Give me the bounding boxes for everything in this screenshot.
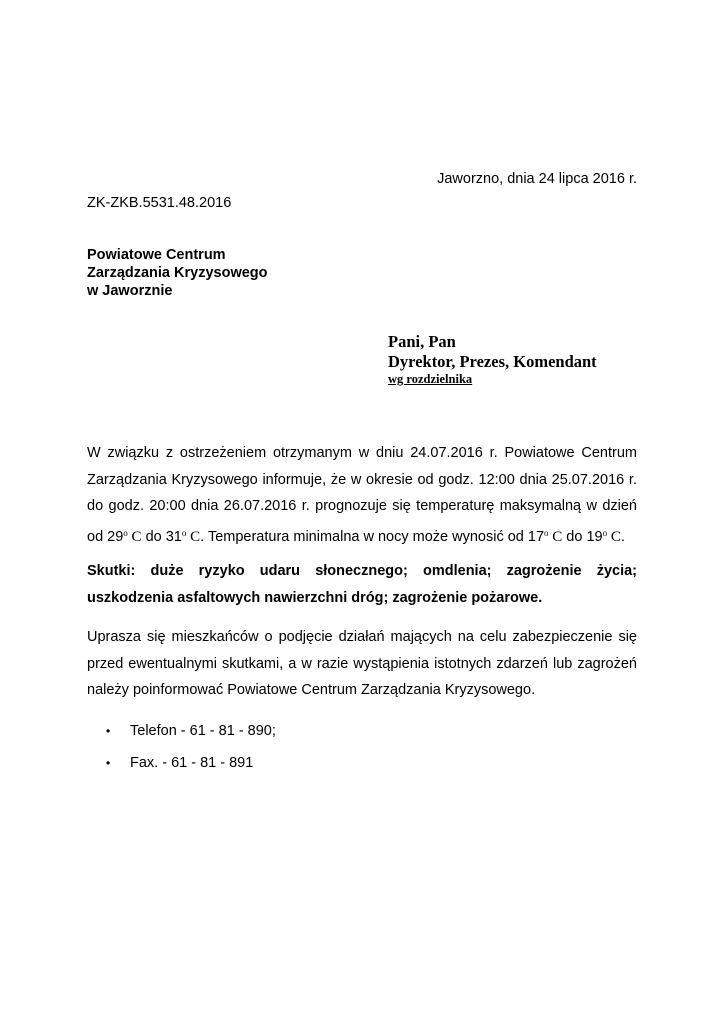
sender-line: Powiatowe Centrum — [87, 247, 226, 263]
sender-line: Zarządzania Kryzysowego — [87, 265, 268, 281]
paragraph-text: . — [620, 528, 625, 545]
list-item — [87, 752, 276, 784]
reference-number: ZK-ZKB.5531.48.2016 — [87, 195, 232, 211]
recipient-salutation: Pani, Pan — [388, 332, 456, 351]
paragraph-warning — [87, 440, 637, 550]
temperature-unit: C — [548, 528, 563, 545]
degree-mark: o — [602, 527, 608, 538]
paragraph-text: . Temperatura minimalna w nocy może wynosić od 17 — [200, 528, 545, 545]
paragraph-text: do 19 — [562, 528, 603, 545]
degree-mark: o — [123, 527, 128, 538]
recipient-titles: Dyrektor, Prezes, Komendant — [388, 352, 597, 371]
contact-list — [87, 720, 276, 784]
contact-phone: Telefon - 61 - 81 - 890; — [130, 723, 276, 739]
degree-mark: o — [181, 527, 187, 538]
contact-fax: Fax. - 61 - 81 - 891 — [130, 755, 254, 771]
bullet-icon: • — [106, 756, 111, 770]
sender-block — [87, 246, 268, 300]
recipient-distribution: wg rozdzielnika — [388, 372, 473, 386]
paragraph-effects: Skutki: duże ryzyko udaru słonecznego; omdlenia; zagrożenie życia; uszkodzenia asfaltowych nawierzchni dróg; zagrożenie pożarowe. — [87, 563, 637, 606]
paragraph-text: W związku z ostrzeżeniem otrzymanym w dniu 24.07.2016 r. Powiatowe Centrum Zarządzania Kryzysowego informuje, że w okresie od godz. 12:00 dnia 25.07.2016 r. do godz. 20:00 dnia 26.07.2016 r. prognozuje się temperaturę maksymalną w dzień od 29 — [87, 445, 637, 545]
temperature-unit: C — [607, 528, 621, 545]
temperature-unit: C — [186, 528, 201, 545]
sender-line: w Jaworznie — [87, 283, 173, 299]
paragraph-request: Uprasza się mieszkańców o podjęcie działań mających na celu zabezpieczenie się przed ewentualnymi skutkami, a w razie wystąpienia istotnych zdarzeń lub zagrożeń należy poinformować Powiatowe Centrum Zarządzania Kryzysowego. — [87, 629, 637, 698]
list-item — [87, 720, 276, 752]
recipient-block — [388, 332, 597, 387]
bullet-icon: • — [106, 724, 111, 738]
degree-mark: o — [544, 527, 549, 538]
document-date: Jaworzno, dnia 24 lipca 2016 r. — [437, 171, 637, 187]
temperature-unit: C — [127, 528, 142, 545]
paragraph-text: do 31 — [141, 528, 182, 545]
